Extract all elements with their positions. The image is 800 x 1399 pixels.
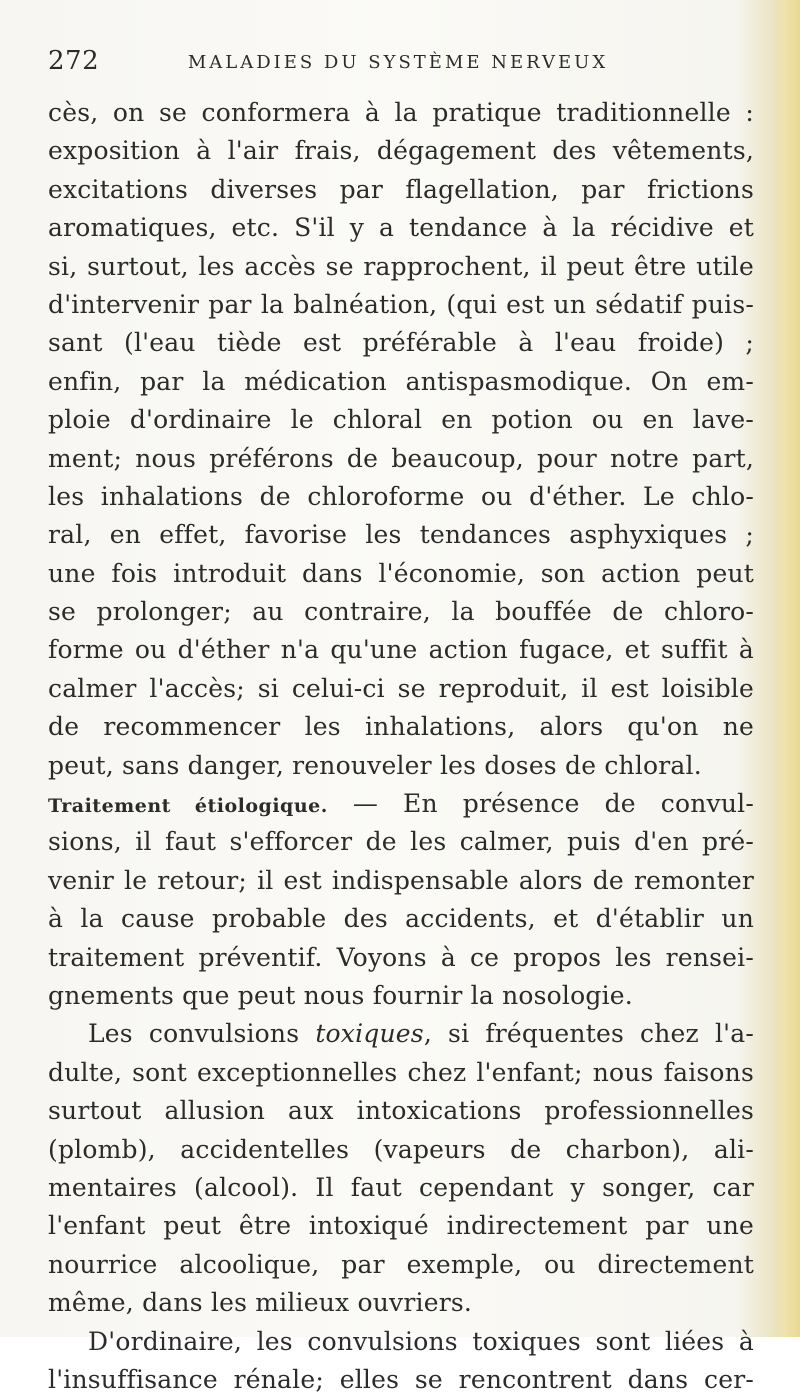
running-head bbox=[48, 44, 748, 84]
text-line: venir le retour; il est indispensable alors de remonter bbox=[48, 865, 754, 895]
text-line: se prolonger; au contraire, la bouffée de chloro- bbox=[48, 597, 754, 627]
italic-term: toxiques bbox=[315, 1019, 424, 1049]
text-line: ploie d'ordinaire le chloral en potion ou en lave- bbox=[48, 405, 754, 435]
text-line: cès, on se conformera à la pratique traditionnelle : bbox=[48, 98, 754, 127]
page-edge bbox=[772, 0, 800, 1337]
text-line: les inhalations de chloroforme ou d'éther. Le chlo- bbox=[48, 481, 754, 511]
section-first-line-text: — En présence de convul- bbox=[327, 789, 754, 819]
text-line: une fois introduit dans l'économie, son action peut bbox=[48, 558, 754, 588]
text-line: l'enfant peut être intoxiqué indirectement par une bbox=[48, 1211, 754, 1241]
text-line: si, surtout, les accès se rapprochent, il peut être utile bbox=[48, 251, 754, 281]
text-line: même, dans les milieux ouvriers. bbox=[48, 1288, 473, 1318]
text-line: dulte, sont exceptionnelles chez l'enfant; nous faisons bbox=[48, 1057, 754, 1087]
paragraph2-end: , si fréquentes chez l'a- bbox=[423, 1019, 754, 1049]
text-line: traitement préventif. Voyons à ce propos les rensei- bbox=[48, 942, 754, 972]
paragraph2-first-line bbox=[48, 1015, 754, 1053]
text-line: (plomb), accidentelles (vapeurs de charbon), ali- bbox=[48, 1134, 754, 1164]
text-line: peut, sans danger, renouveler les doses de chloral. bbox=[48, 750, 702, 780]
section-heading: Traitement étiologique. bbox=[48, 795, 328, 818]
text-line: de recommencer les inhalations, alors qu'on ne bbox=[48, 712, 754, 742]
text-line: mentaires (alcool). Il faut cependant y songer, car bbox=[48, 1172, 754, 1202]
text-line: l'insuffisance rénale; elles se rencontrent dans cer- bbox=[48, 1364, 754, 1394]
text-line: D'ordinaire, les convulsions toxiques sont liées à bbox=[88, 1326, 754, 1356]
text-line: ral, en effet, favorise les tendances asphyxiques ; bbox=[48, 520, 754, 550]
text-line: exposition à l'air frais, dégagement des vêtements, bbox=[48, 136, 754, 166]
page-number: 272 bbox=[48, 46, 100, 76]
section-first-line bbox=[48, 785, 754, 823]
text-line: forme ou d'éther n'a qu'une action fugace, et suffit à bbox=[48, 635, 754, 665]
text-line: sions, il faut s'efforcer de les calmer, puis d'en pré- bbox=[48, 827, 754, 857]
text-line: excitations diverses par flagellation, par frictions bbox=[48, 174, 754, 204]
text-line: surtout allusion aux intoxications professionnelles bbox=[48, 1096, 754, 1126]
text-line: sant (l'eau tiède est préférable à l'eau froide) ; bbox=[48, 328, 754, 358]
text-line: ment; nous préférons de beaucoup, pour notre part, bbox=[48, 443, 754, 473]
text-line: aromatiques, etc. S'il y a tendance à la récidive et bbox=[48, 213, 754, 243]
text-line: enfin, par la médication antispasmodique. On em- bbox=[48, 366, 754, 396]
text-line: d'intervenir par la balnéation, (qui est un sédatif puis- bbox=[48, 289, 754, 319]
paragraph2-start: Les convulsions bbox=[88, 1019, 316, 1049]
text-line: gnements que peut nous fournir la nosologie. bbox=[48, 980, 633, 1010]
body-text bbox=[48, 94, 754, 1399]
text-line: à la cause probable des accidents, et d'établir un bbox=[48, 904, 754, 934]
text-line: nourrice alcoolique, par exemple, ou directement bbox=[48, 1249, 754, 1279]
running-title: MALADIES DU SYSTÈME NERVEUX bbox=[187, 52, 609, 73]
text-line: calmer l'accès; si celui-ci se reproduit, il est loisible bbox=[48, 673, 754, 703]
